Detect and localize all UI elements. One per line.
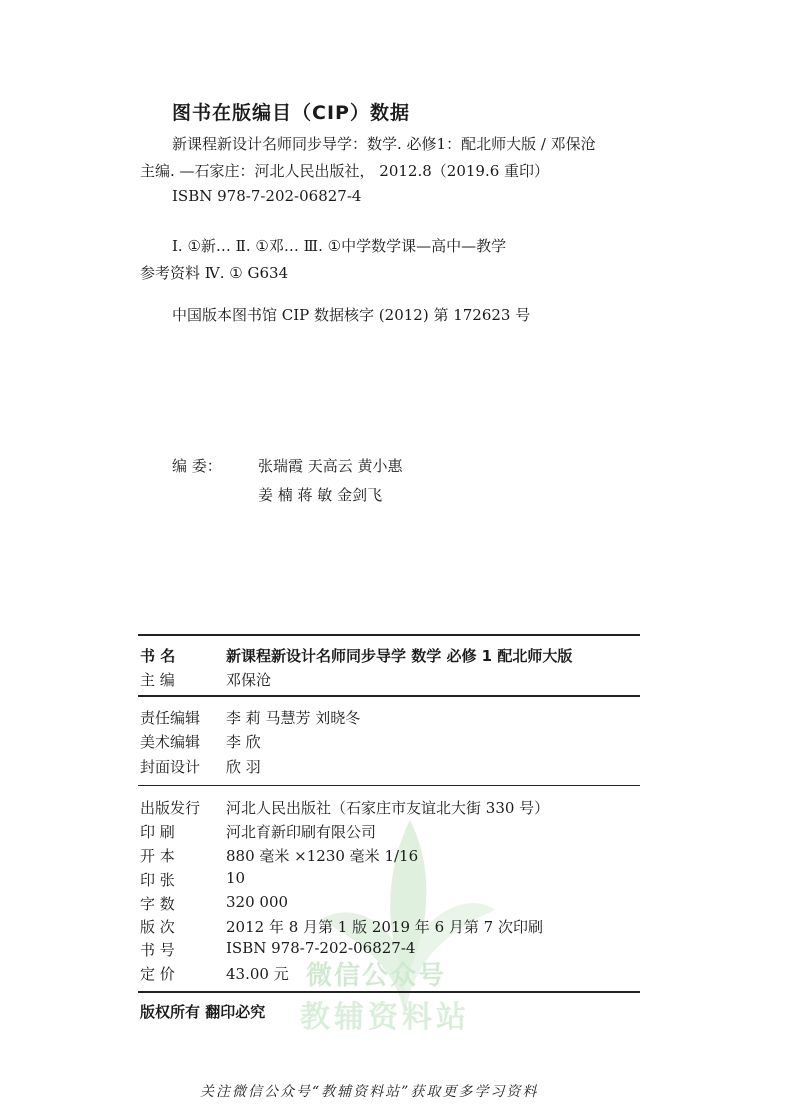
- editor: 邓保沧: [226, 671, 272, 689]
- book-name: 新课程新设计名师同步导学 数学 必修 1 配北师大版: [226, 647, 573, 665]
- responsible-editor: 李 莉 马慧芳 刘晓冬: [226, 709, 361, 727]
- cip-classification-cont: 参考资料 Ⅳ. ① G634: [140, 264, 289, 282]
- printer-label: 印 刷: [140, 823, 175, 841]
- art-editor-label: 美术编辑: [140, 733, 201, 751]
- top-rule: [138, 634, 640, 636]
- editorial-board-row-1: 张瑞霞 天高云 黄小惠: [258, 457, 403, 475]
- cover-design-label: 封面设计: [140, 758, 201, 776]
- watermark-text-wechat: 微信公众号: [306, 961, 447, 991]
- responsible-editor-label: 责任编辑: [140, 709, 201, 727]
- publisher: 河北人民出版社（石家庄市友谊北大街 330 号）: [226, 799, 550, 817]
- rule-2: [138, 695, 640, 697]
- sheets-label: 印 张: [140, 871, 175, 889]
- footer-note: 关注微信公众号“教辅资料站”获取更多学习资料: [200, 1084, 539, 1100]
- editorial-board-label: 编 委：: [172, 457, 222, 475]
- printer: 河北育新印刷有限公司: [226, 823, 377, 841]
- format-label: 开 本: [140, 847, 175, 865]
- rule-4: [138, 991, 640, 993]
- cip-line-2: 主编. —石家庄：河北人民出版社， 2012.8（2019.6 重印）: [140, 162, 550, 180]
- editorial-board-row-2: 姜 楠 蒋 敏 金剑飞: [258, 486, 383, 504]
- rule-3: [138, 785, 640, 786]
- edition-label: 版 次: [140, 918, 175, 936]
- sheets: 10: [226, 869, 246, 887]
- watermark-text-site: 教辅资料站: [300, 1000, 470, 1035]
- editor-label: 主 编: [140, 671, 175, 689]
- cip-line-1: 新课程新设计名师同步导学：数学. 必修1：配北师大版 / 邓保沧: [172, 135, 596, 153]
- book-name-label: 书 名: [140, 647, 176, 665]
- words-label: 字 数: [140, 895, 175, 913]
- cip-classification: Ⅰ. ①新… Ⅱ. ①邓… Ⅲ. ①中学数学课—高中—教学: [172, 237, 507, 255]
- cip-isbn: ISBN 978-7-202-06827-4: [172, 187, 362, 205]
- cip-title: 图书在版编目（CIP）数据: [172, 102, 410, 124]
- isbn: ISBN 978-7-202-06827-4: [226, 939, 416, 957]
- price-label: 定 价: [140, 965, 175, 983]
- publisher-label: 出版发行: [140, 799, 201, 817]
- cover-design: 欣 羽: [226, 758, 261, 776]
- price: 43.00 元: [226, 965, 289, 983]
- isbn-label: 书 号: [140, 941, 175, 959]
- cip-record-number: 中国版本图书馆 CIP 数据核字 (2012) 第 172623 号: [172, 306, 531, 324]
- format: 880 毫米 ×1230 毫米 1/16: [226, 847, 419, 865]
- words: 320 000: [226, 893, 289, 911]
- edition: 2012 年 8 月第 1 版 2019 年 6 月第 7 次印刷: [226, 918, 543, 936]
- copyright-notice: 版权所有 翻印必究: [140, 1003, 266, 1021]
- art-editor: 李 欣: [226, 733, 261, 751]
